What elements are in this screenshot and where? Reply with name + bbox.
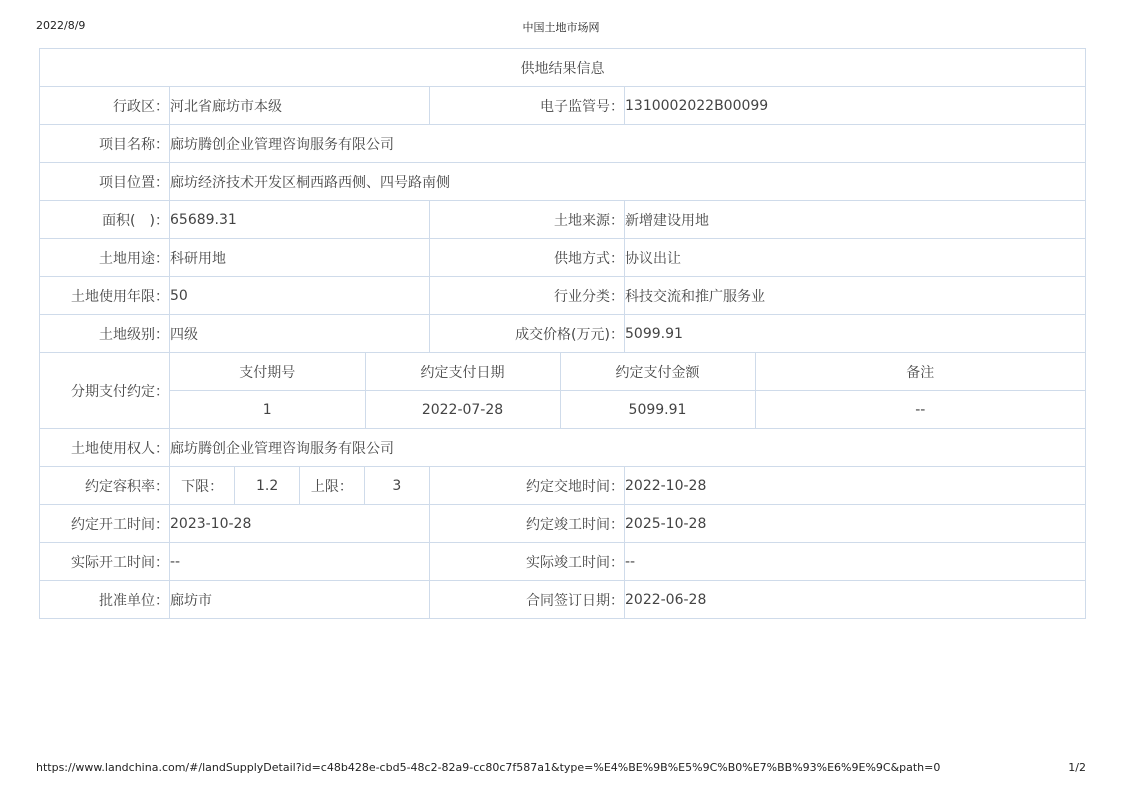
table-row — [40, 163, 1086, 201]
far-table — [170, 467, 429, 504]
column-header: 约定支付金额 — [560, 353, 755, 391]
table-row — [40, 353, 1086, 429]
installment-cell: 2022-07-28 — [365, 391, 560, 429]
installment-cell: -- — [755, 391, 1085, 429]
installment-cell: 5099.91 — [560, 391, 755, 429]
delivery-time-value: 2022-10-28 — [625, 467, 1086, 505]
far-lower-value: 1.2 — [235, 467, 300, 504]
use-years-label: 土地使用年限： — [40, 277, 170, 315]
project-location-label: 项目位置： — [40, 163, 170, 201]
print-date: 2022/8/9 — [36, 19, 86, 32]
far-upper-value: 3 — [364, 467, 429, 504]
table-row — [40, 467, 1086, 505]
far-cell — [170, 467, 430, 505]
table-row — [40, 125, 1086, 163]
column-header: 备注 — [755, 353, 1085, 391]
start-time-value: 2023-10-28 — [170, 505, 430, 543]
table-row — [40, 543, 1086, 581]
approval-unit-label: 批准单位： — [40, 581, 170, 619]
project-name-value: 廊坊腾创企业管理咨询服务有限公司 — [170, 125, 1086, 163]
far-lower-label: 下限： — [181, 478, 224, 495]
approval-unit-value: 廊坊市 — [170, 581, 430, 619]
page-number: 1/2 — [1068, 761, 1086, 774]
project-name-label: 项目名称： — [40, 125, 170, 163]
use-years-value: 50 — [170, 277, 430, 315]
land-source-value: 新增建设用地 — [625, 201, 1086, 239]
supply-method-label: 供地方式： — [430, 239, 625, 277]
price-value: 5099.91 — [625, 315, 1086, 353]
installment-cell: 1 — [170, 391, 365, 429]
price-label: 成交价格(万元)： — [430, 315, 625, 353]
land-user-value: 廊坊腾创企业管理咨询服务有限公司 — [170, 429, 1086, 467]
table-row — [40, 201, 1086, 239]
land-source-label: 土地来源： — [430, 201, 625, 239]
installment-table-cell — [170, 353, 1086, 429]
project-location-value: 廊坊经济技术开发区桐西路西侧、四号路南侧 — [170, 163, 1086, 201]
actual-start-label: 实际开工时间： — [40, 543, 170, 581]
land-user-label: 土地使用权人： — [40, 429, 170, 467]
actual-start-value: -- — [170, 543, 430, 581]
site-name: 中国土地市场网 — [522, 21, 600, 34]
installment-label: 分期支付约定： — [40, 353, 170, 429]
contract-date-value: 2022-06-28 — [625, 581, 1086, 619]
table-row — [40, 505, 1086, 543]
land-use-value: 科研用地 — [170, 239, 430, 277]
delivery-time-label: 约定交地时间： — [430, 467, 625, 505]
district-label: 行政区： — [40, 87, 170, 125]
actual-completion-value: -- — [625, 543, 1086, 581]
table-row — [40, 315, 1086, 353]
industry-label: 行业分类： — [430, 277, 625, 315]
area-value: 65689.31 — [170, 201, 430, 239]
land-level-label: 土地级别： — [40, 315, 170, 353]
supervision-no-label: 电子监管号： — [430, 87, 625, 125]
area-label: 面积( )： — [40, 201, 170, 239]
completion-time-value: 2025-10-28 — [625, 505, 1086, 543]
installment-table — [170, 353, 1085, 428]
land-level-value: 四级 — [170, 315, 430, 353]
actual-completion-label: 实际竣工时间： — [430, 543, 625, 581]
supply-result-table — [39, 48, 1086, 619]
far-label: 约定容积率： — [40, 467, 170, 505]
installment-header-row — [170, 353, 1085, 391]
page-url: https://www.landchina.com/#/landSupplyDetail?id=c48b428e-cbd5-48c2-82a9-cc80c7f587a1&type=%E4%BE%9B%E5%9C%B0%E7%BB%93%E6%9E%9C&path=0 — [36, 761, 941, 774]
column-header: 支付期号 — [239, 364, 296, 381]
start-time-label: 约定开工时间： — [40, 505, 170, 543]
supervision-no-value: 1310002022B00099 — [625, 87, 1086, 125]
table-row — [40, 239, 1086, 277]
table-row — [40, 429, 1086, 467]
far-upper-label: 上限： — [300, 467, 365, 504]
table-row — [40, 581, 1086, 619]
supply-method-value: 协议出让 — [625, 239, 1086, 277]
installment-row — [170, 391, 1085, 429]
column-header: 约定支付日期 — [365, 353, 560, 391]
completion-time-label: 约定竣工时间： — [430, 505, 625, 543]
contract-date-label: 合同签订日期： — [430, 581, 625, 619]
industry-value: 科技交流和推广服务业 — [625, 277, 1086, 315]
table-row — [40, 277, 1086, 315]
table-row — [40, 87, 1086, 125]
page-title: 供地结果信息 — [40, 49, 1086, 87]
land-use-label: 土地用途： — [40, 239, 170, 277]
district-value: 河北省廊坊市本级 — [170, 87, 430, 125]
